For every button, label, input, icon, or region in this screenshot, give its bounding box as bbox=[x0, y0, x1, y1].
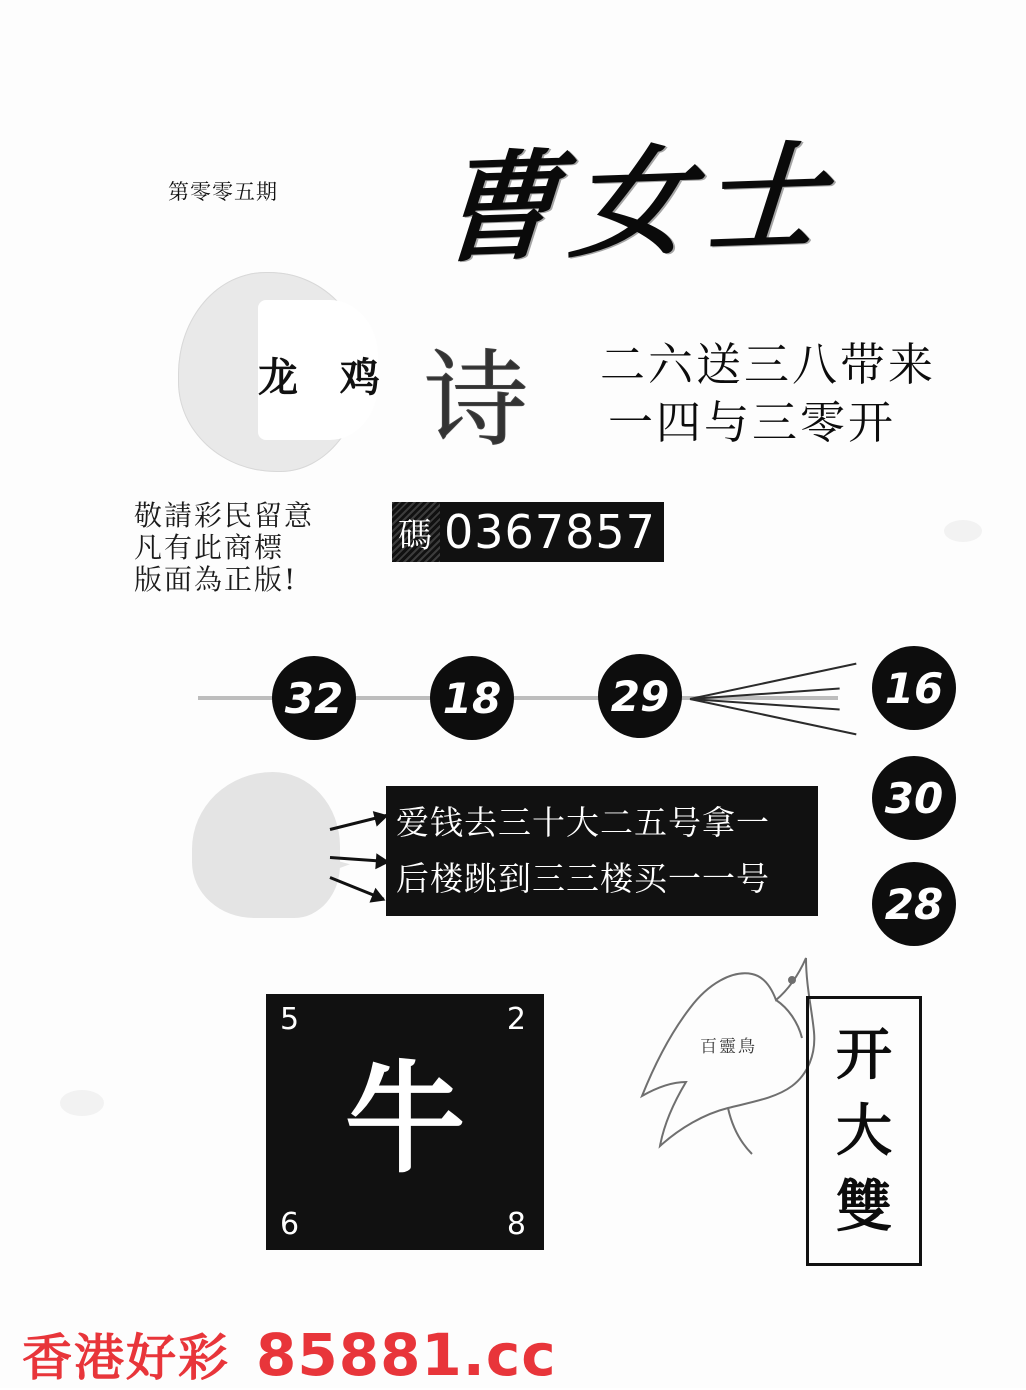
head-silhouette-icon bbox=[192, 772, 340, 918]
bird-outline-icon bbox=[620, 946, 832, 1168]
card-center-character: 牛 bbox=[345, 1048, 465, 1190]
paper-smudge bbox=[60, 1090, 104, 1116]
poem-line-1: 二六送三八带来 bbox=[600, 338, 937, 391]
issue-label: 第零零五期 bbox=[168, 180, 278, 204]
speech-line-1: 爱钱去三十大二五号拿一 bbox=[396, 803, 770, 842]
poem-line-2: 一四与三零开 bbox=[608, 396, 897, 449]
main-ball: 29 bbox=[598, 654, 682, 738]
page-title: 曹女士 bbox=[433, 126, 841, 279]
card-corner-top-left: 5 bbox=[280, 1002, 300, 1037]
card-corner-bottom-right: 8 bbox=[506, 1207, 526, 1242]
footer-url[interactable]: 85881.cc bbox=[256, 1321, 557, 1389]
main-ball: 18 bbox=[430, 656, 514, 740]
notice-line-3: 版面為正版! bbox=[134, 563, 298, 596]
footer bbox=[22, 1318, 557, 1390]
arrow-icon bbox=[690, 652, 850, 748]
poem-lines bbox=[600, 336, 936, 452]
result-char-1: 开 bbox=[836, 1022, 892, 1088]
speech-banner bbox=[386, 786, 818, 916]
poem-character: 诗 bbox=[424, 339, 529, 461]
paper-smudge bbox=[944, 520, 982, 542]
side-ball: 28 bbox=[872, 862, 956, 946]
hotcode-badge-label: 碼 bbox=[392, 502, 440, 562]
hotcode-number: 0367857 bbox=[440, 502, 664, 562]
authenticity-notice bbox=[134, 500, 314, 596]
speech-line-2: 后楼跳到三三楼买一一号 bbox=[396, 859, 770, 898]
result-char-2: 大 bbox=[836, 1098, 892, 1164]
result-char-3: 雙 bbox=[836, 1174, 892, 1240]
zodiac-hint: 龙 鸡 bbox=[258, 354, 394, 401]
card-corner-top-right: 2 bbox=[506, 1002, 526, 1037]
footer-site-name: 香港好彩 bbox=[22, 1329, 230, 1387]
notice-line-1: 敬請彩民留意 bbox=[134, 499, 315, 532]
hotcode-banner bbox=[392, 502, 664, 562]
side-ball: 30 bbox=[872, 756, 956, 840]
side-ball: 16 bbox=[872, 646, 956, 730]
card-corner-bottom-left: 6 bbox=[280, 1207, 300, 1242]
notice-line-2: 凡有此商標 bbox=[134, 531, 285, 564]
character-card bbox=[266, 994, 544, 1250]
result-box bbox=[806, 996, 922, 1266]
bird-label: 百靈鳥 bbox=[700, 1037, 757, 1057]
main-ball: 32 bbox=[272, 656, 356, 740]
